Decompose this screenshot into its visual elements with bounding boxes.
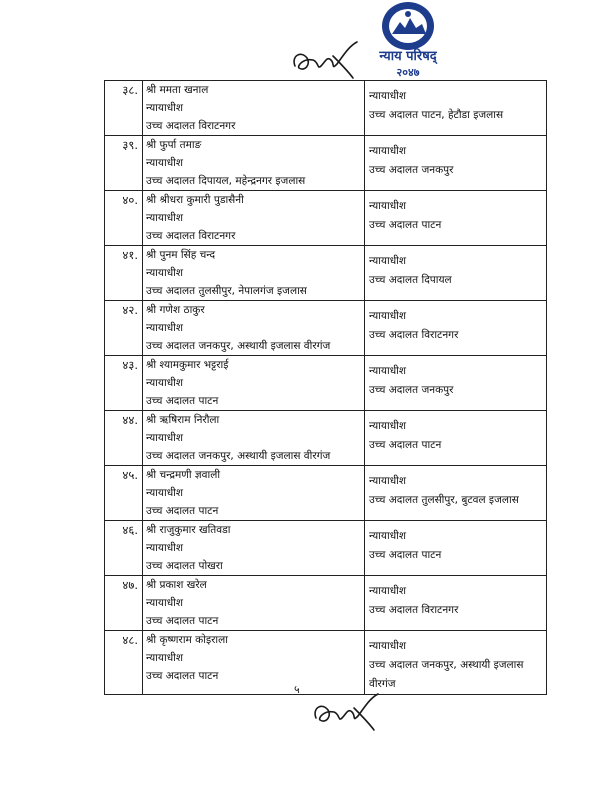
row-number: ४६. <box>105 521 143 576</box>
table-row <box>105 631 547 695</box>
judge-name: श्री श्यामकुमार भट्टराई <box>146 359 229 371</box>
judge-name: श्री ममता खनाल <box>146 84 209 96</box>
current-post-cell <box>143 631 365 695</box>
new-title: न्यायाधीश <box>369 640 407 652</box>
new-court: उच्च अदालत जनकपुर <box>369 164 454 176</box>
new-court: उच्च अदालत पाटन, हेटौडा इजलास <box>369 109 504 121</box>
table-row <box>105 136 547 191</box>
table-row <box>105 466 547 521</box>
judge-title: न्यायाधीश <box>146 212 184 224</box>
judge-title: न्यायाधीश <box>146 267 184 279</box>
current-court: उच्च अदालत पोखरा <box>146 560 223 572</box>
table-row <box>105 301 547 356</box>
table-row <box>105 411 547 466</box>
judge-title: न्यायाधीश <box>146 102 184 114</box>
new-court: उच्च अदालत पाटन <box>369 219 442 231</box>
current-post-cell <box>143 576 365 631</box>
row-number: ४८. <box>105 631 143 695</box>
current-post-cell <box>143 411 365 466</box>
current-court: उच्च अदालत पाटन <box>146 615 219 627</box>
current-post-cell <box>143 246 365 301</box>
table-row <box>105 576 547 631</box>
row-number: ३९. <box>105 136 143 191</box>
current-court: उच्च अदालत जनकपुर, अस्थायी इजलास वीरगंज <box>146 340 331 352</box>
new-post-cell <box>365 301 547 356</box>
row-number: ४१. <box>105 246 143 301</box>
new-title: न्यायाधीश <box>369 200 407 212</box>
new-court: उच्च अदालत जनकपुर, अस्थायी इजलास वीरगंज <box>369 659 524 690</box>
current-court: उच्च अदालत तुलसीपुर, नेपालगंज इजलास <box>146 285 307 297</box>
judge-name: श्री चन्द्रमणी ज्ञवाली <box>146 469 221 481</box>
row-number: ४५. <box>105 466 143 521</box>
new-court: उच्च अदालत जनकपुर <box>369 384 454 396</box>
judge-name: श्री गणेश ठाकुर <box>146 304 205 316</box>
current-post-cell <box>143 136 365 191</box>
current-post-cell <box>143 356 365 411</box>
new-post-cell <box>365 356 547 411</box>
current-court: उच्च अदालत विराटनगर <box>146 230 236 242</box>
current-court: उच्च अदालत जनकपुर, अस्थायी इजलास वीरगंज <box>146 450 331 462</box>
judicial-council-seal <box>356 0 461 80</box>
current-post-cell <box>143 521 365 576</box>
table-row <box>105 246 547 301</box>
row-number: ४२. <box>105 301 143 356</box>
new-title: न्यायाधीश <box>369 585 407 597</box>
judge-title: न्यायाधीश <box>146 432 184 444</box>
row-number: ४३. <box>105 356 143 411</box>
new-title: न्यायाधीश <box>369 365 407 377</box>
judge-title: न्यायाधीश <box>146 487 184 499</box>
new-title: न्यायाधीश <box>369 145 407 157</box>
judge-title: न्यायाधीश <box>146 652 184 664</box>
judge-title: न्यायाधीश <box>146 542 184 554</box>
new-title: न्यायाधीश <box>369 255 407 267</box>
judge-title: न्यायाधीश <box>146 157 184 169</box>
new-title: न्यायाधीश <box>369 530 407 542</box>
current-court: उच्च अदालत पाटन <box>146 395 219 407</box>
table-row <box>105 521 547 576</box>
row-number: ४०. <box>105 191 143 246</box>
current-post-cell <box>143 81 365 136</box>
seal-text-bottom: २०४७ <box>396 66 420 79</box>
current-post-cell <box>143 191 365 246</box>
new-court: उच्च अदालत तुलसीपुर, बुटवल इजलास <box>369 494 519 506</box>
new-post-cell <box>365 466 547 521</box>
new-court: उच्च अदालत विराटनगर <box>369 329 459 341</box>
current-court: उच्च अदालत पाटन <box>146 670 219 682</box>
new-title: न्यायाधीश <box>369 420 407 432</box>
new-post-cell <box>365 411 547 466</box>
new-post-cell <box>365 576 547 631</box>
new-title: न्यायाधीश <box>369 475 407 487</box>
row-number: ४४. <box>105 411 143 466</box>
new-post-cell <box>365 136 547 191</box>
row-number: ३८. <box>105 81 143 136</box>
judge-name: श्री राजुकुमार खतिवडा <box>146 524 231 536</box>
current-post-cell <box>143 466 365 521</box>
signature-bottom <box>308 686 388 732</box>
new-court: उच्च अदालत पाटन <box>369 439 442 451</box>
judge-name: श्री कृष्णराम कोइराला <box>146 634 228 646</box>
table-row <box>105 81 547 136</box>
judge-name: श्री श्रीधरा कुमारी पुडासैनी <box>146 194 244 206</box>
new-post-cell <box>365 81 547 136</box>
judge-title: न्यायाधीश <box>146 377 184 389</box>
new-post-cell <box>365 246 547 301</box>
judge-name: श्री प्रकाश खरेल <box>146 579 207 591</box>
current-court: उच्च अदालत विराटनगर <box>146 120 236 132</box>
judge-name: श्री पुनम सिंह चन्द <box>146 249 216 261</box>
row-number: ४७. <box>105 576 143 631</box>
table-row <box>105 191 547 246</box>
new-post-cell <box>365 631 547 695</box>
current-court: उच्च अदालत दिपायल, महेन्द्रनगर इजलास <box>146 175 306 187</box>
judge-title: न्यायाधीश <box>146 597 184 609</box>
current-post-cell <box>143 301 365 356</box>
new-court: उच्च अदालत दिपायल <box>369 274 452 286</box>
new-court: उच्च अदालत विराटनगर <box>369 604 459 616</box>
transfer-table <box>104 80 547 695</box>
signature-top <box>287 36 367 82</box>
current-court: उच्च अदालत पाटन <box>146 505 219 517</box>
new-title: न्यायाधीश <box>369 90 407 102</box>
new-post-cell <box>365 521 547 576</box>
new-post-cell <box>365 191 547 246</box>
judge-name: श्री ऋषिराम निरौला <box>146 414 220 426</box>
table-row <box>105 356 547 411</box>
new-title: न्यायाधीश <box>369 310 407 322</box>
judge-name: श्री फुर्पा तमाङ <box>146 139 202 151</box>
page-number: ५ <box>294 683 300 696</box>
seal-text-top: न्याय परिषद् <box>379 49 437 64</box>
judge-title: न्यायाधीश <box>146 322 184 334</box>
new-court: उच्च अदालत पाटन <box>369 549 442 561</box>
